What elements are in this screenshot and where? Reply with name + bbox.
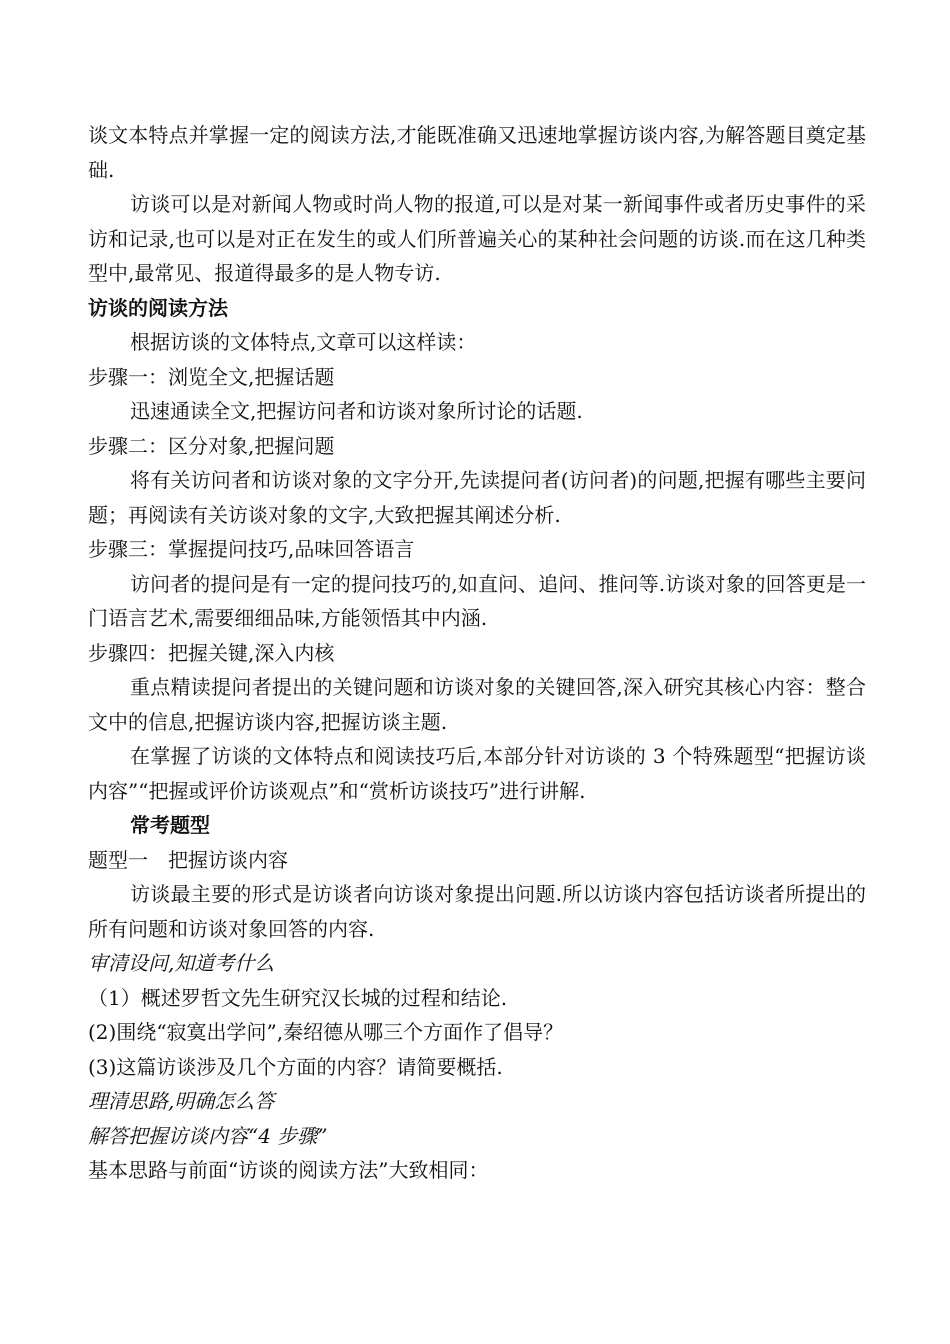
step-two-text: 将有关访问者和访谈对象的文字分开,先读提问者(访问者)的问题,把握有哪些主要问题；再阅读有关访谈对象的文字,大致把握其阐述分析. (88, 468, 866, 527)
paragraph-basic-approach: 基本思路与前面“访谈的阅读方法”大致相同： (88, 1158, 489, 1182)
heading-question-type-one: 题型一 把握访谈内容 (88, 847, 288, 872)
step-four-text: 重点精读提问者提出的关键问题和访谈对象的关键回答,深入研究其核心内容：整合文中的信息,把握访谈内容,把握访谈主题. (88, 675, 866, 734)
example-question-1: （1）概述罗哲文先生研究汉长城的过程和结论. (88, 985, 508, 1010)
paragraph-question-types-intro: 在掌握了访谈的文体特点和阅读技巧后,本部分针对访谈的 3 个特殊题型“把握访谈内容”“把握或评价访谈观点”和“赏析访谈技巧”进行讲解. (88, 744, 866, 803)
paragraph-intro-continued: 谈文本特点并掌握一定的阅读方法,才能既准确又迅速地掌握访谈内容,为解答题目奠定基础. (88, 123, 866, 182)
example-question-3: (3)这篇访谈涉及几个方面的内容？请简要概括. (88, 1054, 503, 1079)
heading-common-question-types: 常考题型 (130, 813, 210, 837)
step-three-text: 访问者的提问是有一定的提问技巧的,如直问、追问、推问等.访谈对象的回答更是一门语言艺术,需要细细品味,方能领悟其中内涵. (88, 571, 866, 630)
heading-reading-method: 访谈的阅读方法 (88, 295, 228, 320)
step-one-text: 迅速通读全文,把握访问者和访谈对象所讨论的话题. (130, 399, 583, 423)
paragraph-reading-intro: 根据访谈的文体特点,文章可以这样读： (130, 330, 477, 354)
paragraph-interview-content: 访谈最主要的形式是访谈者向访谈对象提出问题.所以访谈内容包括访谈者所提出的所有问题和访谈对象回答的内容. (88, 882, 866, 941)
subheading-examine-question: 审清设问,知道考什么 (88, 951, 275, 975)
example-question-2: (2)围绕“寂寞出学问”,秦绍德从哪三个方面作了倡导？ (88, 1020, 564, 1044)
step-two-heading: 步骤二：区分对象,把握问题 (88, 433, 335, 458)
step-one-heading: 步骤一：浏览全文,把握话题 (88, 364, 335, 389)
step-three-heading: 步骤三：掌握提问技巧,品味回答语言 (88, 537, 415, 561)
step-four-heading: 步骤四：把握关键,深入内核 (88, 640, 335, 665)
subheading-clarify-thinking: 理清思路,明确怎么答 (88, 1089, 275, 1113)
subheading-four-steps: 解答把握访谈内容“4 步骤” (88, 1123, 328, 1148)
document-page (88, 118, 866, 1188)
paragraph-interview-types: 访谈可以是对新闻人物或时尚人物的报道,可以是对某一新闻事件或者历史事件的采访和记录,也可以是对正在发生的或人们所普遍关心的某种社会问题的访谈.而在这几种类型中,最常见、报道得最多的是人物专访. (88, 192, 866, 285)
